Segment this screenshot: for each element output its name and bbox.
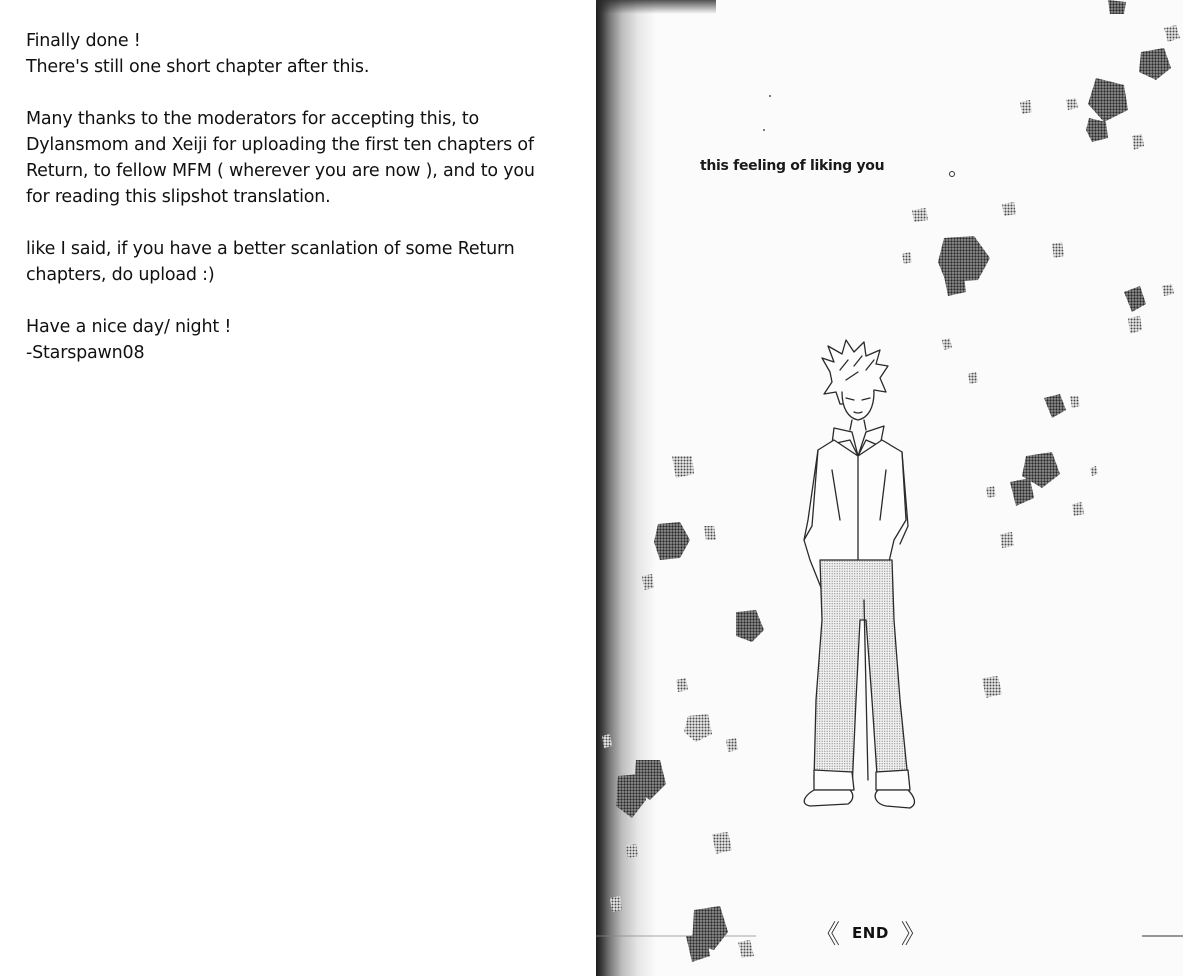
note-line: There's still one short chapter after this. [26,57,370,77]
manga-caption: this feeling of liking you [700,158,885,174]
note-blank-line [26,288,586,314]
note-line: Dylansmom and Xeiji for uploading the first ten chapters of [26,135,534,155]
end-mark [814,914,927,951]
note-line: Finally done ! [26,31,141,51]
manga-illustration [596,0,1183,976]
translator-note [26,28,586,366]
note-signature: -Starspawn08 [26,343,145,363]
standing-boy-figure [804,340,914,808]
note-line: Have a nice day/ night ! [26,317,232,337]
note-line: chapters, do upload :) [26,265,215,285]
note-blank-line [26,210,586,236]
note-line: Many thanks to the moderators for accepting this, to [26,109,479,129]
note-line: for reading this slipshot translation. [26,187,331,207]
end-label: END [852,923,889,942]
note-blank-line [26,80,586,106]
note-line: like I said, if you have a better scanlation of some Return [26,239,515,259]
manga-page [596,0,1183,976]
end-right-bracket: 》 [900,920,927,950]
note-line: Return, to fellow MFM ( wherever you are now ), and to you [26,161,535,181]
end-left-bracket: 《 [814,920,841,950]
